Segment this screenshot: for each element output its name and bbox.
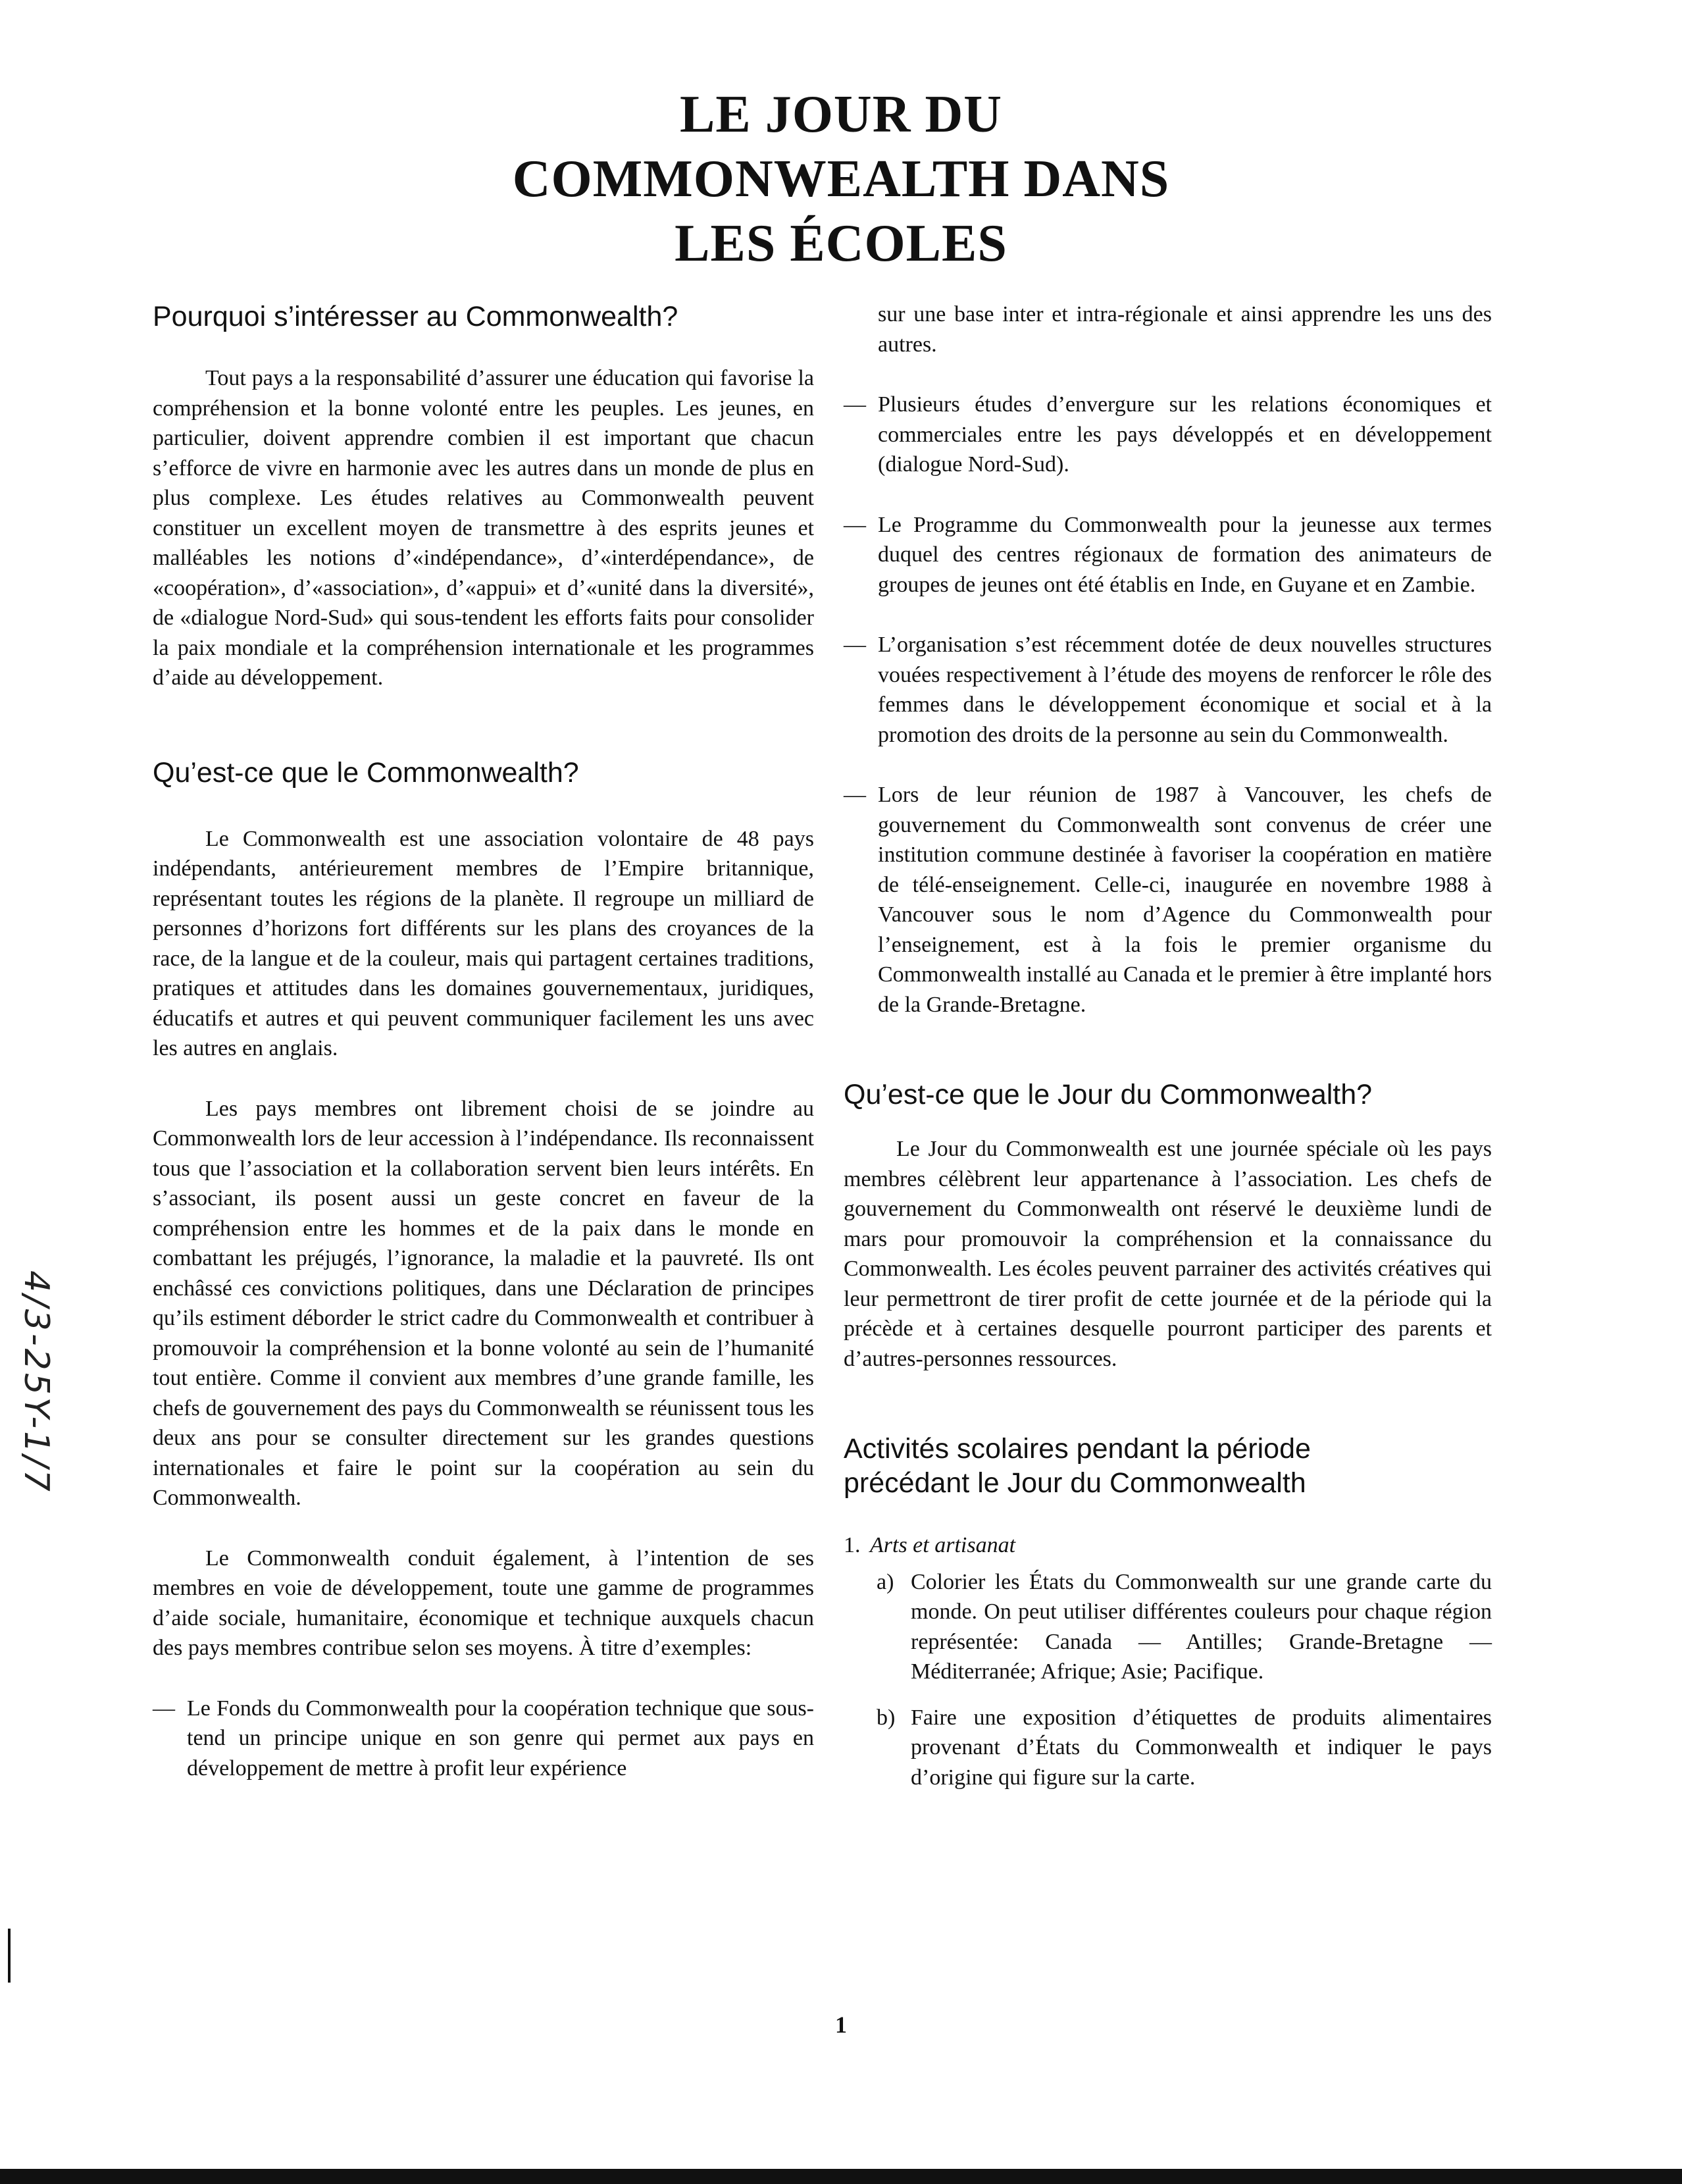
list-number: 1.	[844, 1533, 861, 1557]
paragraph-what-2: Les pays membres ont librement choisi de se joindre au Commonwealth lors de leur accession à l’indépendance. Ils reconnaissent tous que l’association et la collaboration servent bien leurs intérêts. En s’associant, ils posent aussi un geste concret en faveur de la compréhension entre les hommes et de la paix dans le monde en combattant les préjugés, l’ignorance, la maladie et la pauvreté. Ils ont enchâssé ces convictions politiques, dans une Déclaration de principes qu’ils estiment déborder le strict cadre du Commonwealth et contribuer à promouvoir la compréhension et la bonne volonté au sein de l’humanité tout entière. Comme il convient aux membres d’une grande famille, les chefs de gouvernement des pays du Commonwealth se réunissent tous les deux ans pour se consulter directement sur les grandes questions internationales et faire le point sur la coopération au sein du Commonwealth.	[153, 1096, 814, 1510]
paragraph-what-1: Le Commonwealth est une association volontaire de 48 pays indépendants, antérieurement membres de l’Empire britannique, représentant toutes les régions de la planète. Il regroupe un milliard de personnes d’horizons fort différents sur les plans des croyances de la race, de la langue et de la couleur, mais qui partagent certaines traditions, pratiques et attitudes dans les domaines gouvernementaux, juridiques, éducatifs et autres et qui peuvent communiquer facilement les uns avec les autres en anglais.	[153, 826, 814, 1060]
bullet-item: — Lors de leur réunion de 1987 à Vancouver, les chefs de gouvernement du Commonwealth sont convenus de créer une institution commune destinée à favoriser la coopération en matière de télé-enseignement. Celle-ci, inaugurée en novembre 1988 à Vancouver sous le nom d’Agence du Commonwealth pour l’enseignement, est à la fois le premier organisme du Commonwealth installé au Canada et le premier à être implanté hors de la Grande-Bretagne.	[844, 783, 1492, 1017]
right-column	[844, 299, 1492, 1792]
section-heading-commonwealth-day: Qu’est-ce que le Jour du Commonwealth?	[844, 1079, 1373, 1110]
list-title: Arts et artisanat	[870, 1533, 1016, 1557]
heading-line: précédant le Jour du Commonwealth	[844, 1467, 1306, 1499]
bullet-item: — Le Programme du Commonwealth pour la jeunesse aux termes duquel des centres régionaux de formation des animateurs de groupes de jeunes ont été établis en Inde, en Guyane et en Zambie.	[844, 512, 1492, 597]
sub-item: a) Colorier les États du Commonwealth sur une grande carte du monde. On peut utiliser différentes couleurs pour chaque région représentée: Canada — Antilles; Grande-Bretagne — Méditerranée; Afrique; Asie; Pacifique.	[877, 1569, 1492, 1684]
paragraph-what-3: Le Commonwealth conduit également, à l’intention de ses membres en voie de développement, toute une gamme de programmes d’aide sociale, humanitaire, économique et technique auxquels chacun des pays membres contribue selon ses moyens. À titre d’exemples:	[153, 1546, 814, 1660]
scan-edge-band	[0, 2169, 1682, 2184]
bullet-item: — L’organisation s’est récemment dotée de deux nouvelles structures vouées respectivement à l’étude des moyens de renforcer le rôle des femmes dans le développement économique et social et à la promotion des droits de la personne au sein du Commonwealth.	[844, 633, 1492, 747]
bullet-continuation: sur une base inter et intra-régionale et ainsi apprendre les uns des autres.	[878, 302, 1492, 357]
left-column	[153, 299, 814, 1783]
title-line: LES ÉCOLES	[675, 215, 1007, 273]
paragraph-why: Tout pays a la responsabilité d’assurer une éducation qui favorise la compréhension et la bonne volonté entre les peuples. Les jeunes, en particulier, doivent apprendre combien il est important que chacun s’efforce de vivre en harmonie avec les autres dans un monde de plus en plus complexe. Les études relatives au Commonwealth peuvent constituer un excellent moyen de transmettre à des esprits jeunes et malléables les notions d’«indépendance», d’«interdépendance», de «coopération», d’«association», d’«appui» et d’«unité dans la diversité», de «dialogue Nord-Sud» qui sous-tendent les efforts faits pour consolider la paix mondiale et la compréhension internationale et les programmes d’aide au développement.	[153, 366, 814, 690]
bullet-item: — Le Fonds du Commonwealth pour la coopération technique que sous-tend un principe unique en son genre qui permet aux pays en développement de mettre à profit leur expérience	[153, 1696, 814, 1781]
handwritten-margin-note: 4/3-25Y-1/7	[16, 1270, 56, 1494]
heading-line: Activités scolaires pendant la période	[844, 1433, 1311, 1465]
bullet-item: — Plusieurs études d’envergure sur les relations économiques et commerciales entre les pays développés et en développement (dialogue Nord-Sud).	[844, 392, 1492, 477]
title-line: LE JOUR DU	[679, 86, 1003, 143]
list-heading	[844, 1530, 1492, 1561]
page-number: 1	[835, 2012, 847, 2038]
page-title	[0, 82, 1682, 276]
paragraph-commonwealth-day: Le Jour du Commonwealth est une journée spéciale où les pays membres célèbrent leur appartenance à l’association. Les chefs de gouvernement du Commonwealth ont réservé le deuxième lundi de mars pour promouvoir la compréhension et la connaissance du Commonwealth. Les écoles peuvent parrainer des activités créatives qui leur permettront de tirer profit de cette journée et de la période qui la précède et à certaines desquelle pourront participer des parents et d’autres-personnes ressources.	[844, 1137, 1492, 1371]
section-heading-why: Pourquoi s’intéresser au Commonwealth?	[153, 301, 678, 332]
title-line: COMMONWEALTH DANS	[512, 150, 1170, 208]
scan-mark	[8, 1929, 11, 1983]
section-heading-what: Qu’est-ce que le Commonwealth?	[153, 756, 579, 789]
sub-item: b) Faire une exposition d’étiquettes de produits alimentaires provenant d’États du Commonwealth et indiquer le pays d’origine qui figure sur la carte.	[877, 1705, 1492, 1790]
section-heading-activities	[844, 1432, 1492, 1500]
